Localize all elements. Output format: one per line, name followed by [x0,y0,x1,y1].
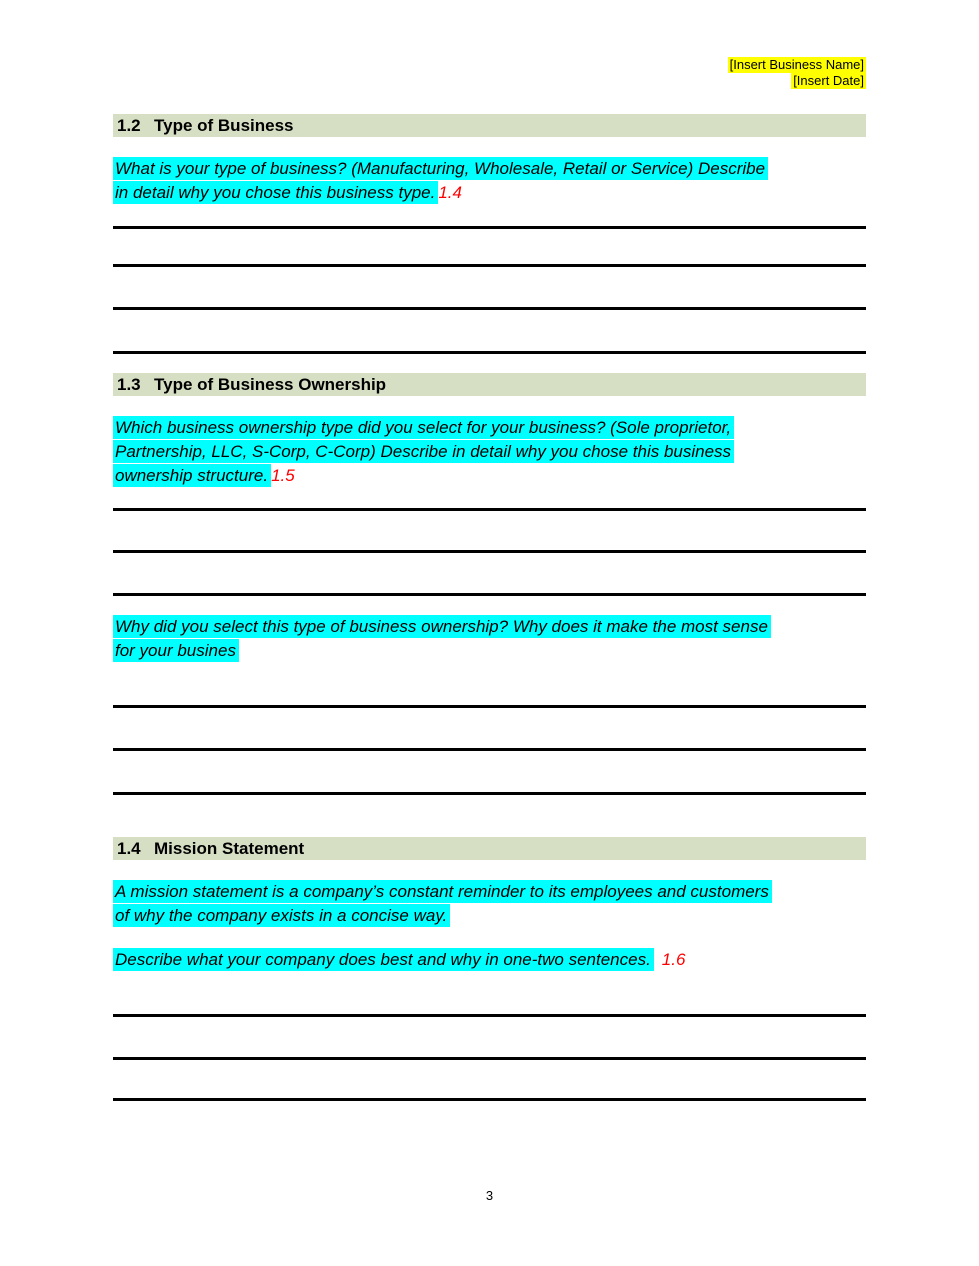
highlighted-prompt-text: of why the company exists in a concise way. [113,904,450,927]
write-in-line [113,748,866,751]
prompt-mission-definition [113,880,869,928]
comment-reference: 1.6 [661,950,686,969]
page-number: 3 [485,1188,494,1203]
write-in-line [113,264,866,267]
write-in-line [113,1014,866,1017]
date-placeholder: [Insert Date] [793,73,864,88]
write-in-line [113,1057,866,1060]
highlighted-prompt-text: What is your type of business? (Manufacturing, Wholesale, Retail or Service) Describe [113,157,768,180]
section-number: 1.2 [117,115,141,135]
write-in-line [113,226,866,229]
doc-header-line [728,57,866,73]
highlighted-prompt-text: Which business ownership type did you select for your business? (Sole proprietor, [113,416,734,439]
section-number: 1.3 [117,374,141,394]
write-in-line [113,593,866,596]
section-title: Type of Business Ownership [154,374,387,394]
section-header-type-of-business [113,114,866,137]
write-in-line [113,705,866,708]
section-title: Mission Statement [154,838,305,858]
write-in-line [113,508,866,511]
business-name-placeholder: [Insert Business Name] [729,57,864,72]
section-header-mission-statement [113,837,866,860]
highlighted-prompt-text: Partnership, LLC, S-Corp, C-Corp) Describe in detail why you chose this business [113,440,734,463]
write-in-line [113,550,866,553]
write-in-line [113,792,866,795]
prompt-ownership-reason [113,615,869,663]
write-in-line [113,307,866,310]
write-in-line [113,1098,866,1101]
section-header-business-ownership [113,373,866,396]
highlighted-prompt-text: for your busines [113,639,239,662]
highlighted-prompt-text: Why did you select this type of business ownership? Why does it make the most sense [113,615,771,638]
highlighted-prompt-text: ownership structure. [113,464,271,487]
highlighted-prompt-text: in detail why you chose this business type. [113,181,438,204]
write-in-line [113,351,866,354]
prompt-ownership-type [113,416,869,488]
doc-header [728,57,866,89]
prompt-type-of-business [113,157,869,205]
highlighted-prompt-text: A mission statement is a company’s constant reminder to its employees and customers [113,880,772,903]
section-number: 1.4 [117,838,141,858]
highlighted-prompt-text: Describe what your company does best and why in one-two sentences. [113,948,654,971]
doc-header-line [728,73,866,89]
section-title: Type of Business [154,115,294,135]
prompt-mission-describe [113,948,869,972]
comment-reference: 1.4 [438,183,462,202]
comment-reference: 1.5 [271,466,295,485]
